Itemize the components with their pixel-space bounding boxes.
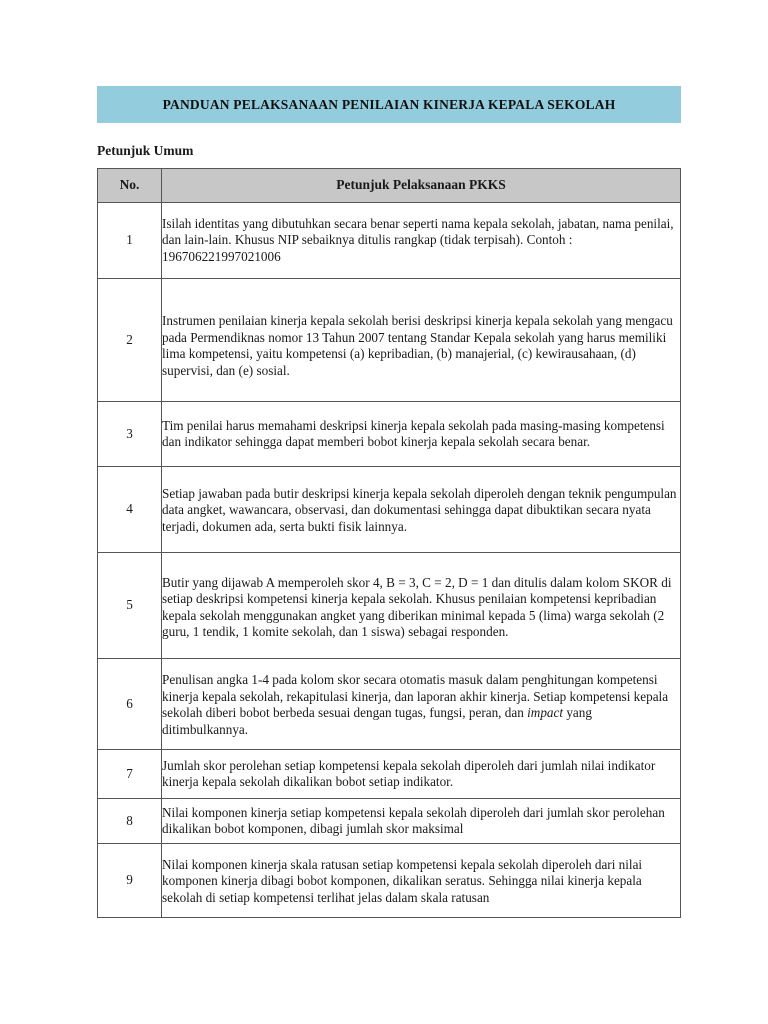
row-number: 6 (98, 659, 162, 750)
row-instruction-text: Nilai komponen kinerja skala ratusan setiap kompetensi kepala sekolah diperoleh dari nilai komponen kinerja dibagi bobot komponen, dikalikan seratus. Sehingga nilai kinerja kepala sekolah di setiap kompetensi terlihat jelas dalam skala ratusan (162, 856, 643, 905)
row-number: 3 (98, 402, 162, 467)
row-instruction-text (162, 670, 680, 738)
table-row (98, 553, 681, 659)
row-instruction (162, 844, 681, 918)
row-instruction-text-part: yang ditimbulkannya. (162, 705, 592, 737)
row-number: 9 (98, 844, 162, 918)
row-instruction-text: Nilai komponen kinerja setiap kompetensi kepala sekolah diperoleh dari jumlah skor perolehan dikalikan bobot komponen, dibagi jumlah skor maksimal (162, 804, 665, 836)
document-title: PANDUAN PELAKSANAAN PENILAIAN KINERJA KEPALA SEKOLAH (97, 86, 681, 123)
table-header-row (98, 169, 681, 203)
row-instruction (162, 467, 681, 553)
table-row (98, 467, 681, 553)
instruction-table (97, 168, 681, 918)
row-instruction (162, 659, 681, 750)
row-instruction (162, 750, 681, 799)
row-instruction (162, 203, 681, 279)
row-instruction-text: Isilah identitas yang dibutuhkan secara benar seperti nama kepala sekolah, jabatan, nama penilai, dan lain-lain. Khusus NIP sebaiknya ditulis rangkap (tidak terpisah). Contoh : 196706221997021006 (162, 215, 674, 264)
table-row (98, 402, 681, 467)
row-instruction (162, 553, 681, 659)
table-row (98, 844, 681, 918)
row-number: 5 (98, 553, 162, 659)
row-instruction-text: Setiap jawaban pada butir deskripsi kinerja kepala sekolah diperoleh dengan teknik pengumpulan data angket, wawancara, observasi, dan dokumentasi sehingga dapat dibuktikan secara nyata terjadi, dokumen ada, serta bukti fisik lainnya. (162, 485, 677, 534)
row-instruction-text: Tim penilai harus memahami deskripsi kinerja kepala sekolah pada masing-masing kompetensi dan indikator sehingga dapat memberi bobot kinerja kepala sekolah secara benar. (162, 417, 665, 449)
row-instruction (162, 799, 681, 844)
table-row (98, 659, 681, 750)
row-number: 7 (98, 750, 162, 799)
row-instruction-text: Butir yang dijawab A memperoleh skor 4, B = 3, C = 2, D = 1 dan ditulis dalam kolom SKOR di setiap deskripsi kompetensi kinerja kepala sekolah. Khusus penilaian kompetensi kepribadian kepala sekolah menggunakan angket yang diberikan minimal kepada 5 (lima) warga sekolah (2 guru, 1 tendik, 1 komite sekolah, dan 1 siswa) sebagai responden. (162, 574, 672, 639)
table-row (98, 799, 681, 844)
row-instruction (162, 279, 681, 402)
row-number: 1 (98, 203, 162, 279)
row-number: 2 (98, 279, 162, 402)
row-instruction-text: Instrumen penilaian kinerja kepala sekolah berisi deskripsi kinerja kepala sekolah yang mengacu pada Permendiknas nomor 13 Tahun 2007 tentang Standar Kepala sekolah yang harus memiliki lima kompetensi, yaitu kompetensi (a) kepribadian, (b) manajerial, (c) kewirausahaan, (d) supervisi, dan (e) sosial. (162, 313, 673, 378)
row-number: 4 (98, 467, 162, 553)
row-instruction-text-part: Penulisan angka 1-4 pada kolom skor secara otomatis masuk dalam penghitungan kompetensi kinerja kepala sekolah, rekapitulasi kinerja, dan laporan akhir kinerja. Setiap kompetensi kepala sekolah diberi bobot berbeda sesuai dengan tugas, fungsi, peran, dan (162, 672, 669, 720)
row-number: 8 (98, 799, 162, 844)
table-row (98, 750, 681, 799)
row-instruction-text: Jumlah skor perolehan setiap kompetensi kepala sekolah diperoleh dari jumlah nilai indikator kinerja kepala sekolah dikalikan bobot setiap indikator. (162, 757, 656, 789)
header-no: No. (98, 169, 162, 203)
header-instruction: Petunjuk Pelaksanaan PKKS (162, 169, 681, 203)
row-instruction (162, 402, 681, 467)
table-row (98, 203, 681, 279)
impact-italic-text: impact (527, 705, 564, 720)
table-row (98, 279, 681, 402)
section-heading: Petunjuk Umum (97, 143, 194, 158)
